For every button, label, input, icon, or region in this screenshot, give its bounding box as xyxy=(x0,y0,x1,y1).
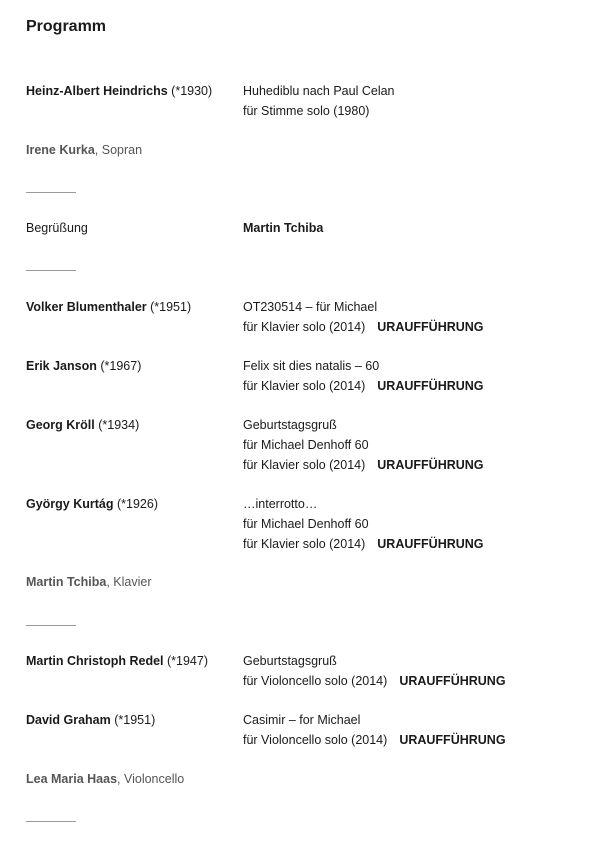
performer-role: , Klavier xyxy=(106,575,152,589)
composer-name: Heinz-Albert Heindrichs xyxy=(26,84,168,98)
performer-haas xyxy=(26,769,184,789)
work-instrumentation: für Klavier solo (2014) xyxy=(243,379,366,393)
work xyxy=(243,356,484,396)
work xyxy=(243,651,506,691)
work xyxy=(243,81,395,121)
separator xyxy=(26,625,76,626)
work-title: OT230514 – für Michael xyxy=(243,300,378,314)
composer-year: (*1967) xyxy=(100,359,142,373)
premiere-label: URAUFFÜHRUNG xyxy=(377,537,484,551)
composer-year: (*1934) xyxy=(98,418,140,432)
performer-role: , Sopran xyxy=(94,143,143,157)
separator xyxy=(26,270,76,271)
performer-tchiba xyxy=(26,572,152,592)
composer-year: (*1951) xyxy=(150,300,192,314)
work-title: Geburtstagsgruß xyxy=(243,418,337,432)
composer xyxy=(26,415,139,435)
composer xyxy=(26,651,208,671)
composer-year: (*1930) xyxy=(171,84,213,98)
work-title: Huhediblu nach Paul Celan xyxy=(243,84,395,98)
work-instrumentation: für Klavier solo (2014) xyxy=(243,320,366,334)
composer xyxy=(26,81,212,101)
composer xyxy=(26,494,158,514)
composer xyxy=(26,297,191,317)
work xyxy=(243,710,506,750)
separator xyxy=(26,821,76,822)
work-instrumentation: für Violoncello solo (2014) xyxy=(243,674,388,688)
composer-year: (*1951) xyxy=(114,713,156,727)
performer-kurka xyxy=(26,140,142,160)
premiere-label: URAUFFÜHRUNG xyxy=(377,320,484,334)
composer-name: György Kurtág xyxy=(26,497,114,511)
composer-name: Erik Janson xyxy=(26,359,97,373)
composer xyxy=(26,710,155,730)
premiere-label: URAUFFÜHRUNG xyxy=(399,674,506,688)
work-instrumentation: für Klavier solo (2014) xyxy=(243,458,366,472)
work-instrumentation: für Stimme solo (1980) xyxy=(243,104,370,118)
work xyxy=(243,494,484,554)
work xyxy=(243,415,484,475)
work-dedication: für Michael Denhoff 60 xyxy=(243,438,369,452)
performer-role: , Violoncello xyxy=(117,772,185,786)
composer-year: (*1947) xyxy=(167,654,208,668)
composer-year: (*1926) xyxy=(117,497,158,511)
work-instrumentation: für Violoncello solo (2014) xyxy=(243,733,388,747)
work-instrumentation: für Klavier solo (2014) xyxy=(243,537,366,551)
work-title: …interrotto… xyxy=(243,497,318,511)
composer-name: David Graham xyxy=(26,713,111,727)
performer-name: Martin Tchiba xyxy=(26,575,107,589)
work xyxy=(243,218,323,238)
work-title: Geburtstagsgruß xyxy=(243,654,337,668)
separator xyxy=(26,192,76,193)
page-title: Programm xyxy=(26,18,107,35)
composer-name: Volker Blumenthaler xyxy=(26,300,147,314)
greeting-label: Begrüßung xyxy=(26,221,88,235)
greeting-speaker: Martin Tchiba xyxy=(243,221,324,235)
composer xyxy=(26,356,141,376)
performer-name: Lea Maria Haas xyxy=(26,772,118,786)
composer-name: Georg Kröll xyxy=(26,418,95,432)
work-dedication: für Michael Denhoff 60 xyxy=(243,517,369,531)
premiere-label: URAUFFÜHRUNG xyxy=(377,458,484,472)
work xyxy=(243,297,484,337)
work-title: Felix sit dies natalis – 60 xyxy=(243,359,380,373)
work-title: Casimir – for Michael xyxy=(243,713,361,727)
composer-name: Martin Christoph Redel xyxy=(26,654,164,668)
performer-name: Irene Kurka xyxy=(26,143,95,157)
premiere-label: URAUFFÜHRUNG xyxy=(399,733,506,747)
premiere-label: URAUFFÜHRUNG xyxy=(377,379,484,393)
